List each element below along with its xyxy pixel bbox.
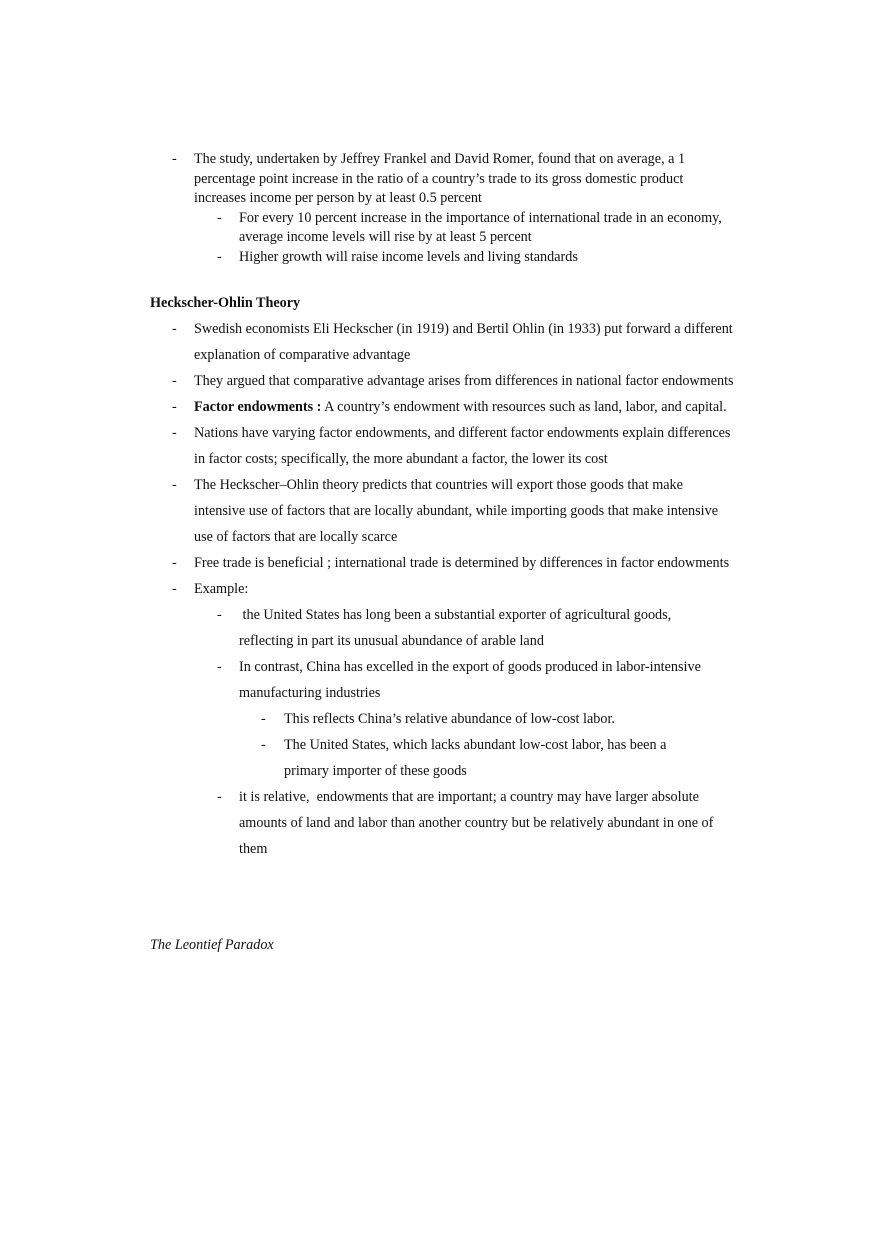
list-item	[0, 654, 880, 706]
list-item	[0, 576, 880, 602]
list-item-text: Example:	[194, 581, 249, 597]
bullet-dash: -	[172, 321, 177, 337]
list-item-text: Swedish economists Eli Heckscher (in 1919) and Bertil Ohlin (in 1933) put forward a different explanation of comparative advantage	[194, 321, 733, 363]
list-item	[0, 784, 880, 862]
theory-bullet-list	[0, 316, 880, 862]
bullet-dash: -	[172, 555, 177, 571]
bullet-dash: -	[172, 373, 177, 389]
list-item-text: The United States, which lacks abundant low-cost labor, has been a primary importer of these goods	[284, 737, 667, 779]
list-item-text: Free trade is beneficial ; international trade is determined by differences in factor endowments	[194, 555, 730, 571]
list-item	[0, 150, 880, 209]
list-item	[0, 472, 880, 550]
list-item-text: For every 10 percent increase in the importance of international trade in an economy, average income levels will rise by at least 5 percent	[239, 209, 722, 245]
bullet-dash: -	[261, 711, 266, 727]
list-item-text: This reflects China’s relative abundance of low-cost labor.	[284, 711, 615, 727]
list-item-text: the United States has long been a substantial exporter of agricultural goods, reflecting in part its unusual abundance of arable land	[239, 607, 675, 649]
list-item-text	[194, 394, 734, 420]
list-item	[0, 550, 880, 576]
intro-bullet-list	[0, 150, 880, 267]
term-definition: A country’s endowment with resources such as land, labor, and capital.	[321, 399, 727, 415]
list-item	[0, 368, 880, 394]
list-item	[0, 706, 880, 732]
bullet-dash: -	[172, 425, 177, 441]
list-item-text: The Heckscher–Ohlin theory predicts that countries will export those goods that make intensive use of factors that are locally abundant, while importing goods that make intensive use of factors that are locally scarce	[194, 477, 719, 545]
bullet-dash: -	[172, 581, 177, 597]
bullet-dash: -	[172, 477, 177, 493]
bullet-dash: -	[217, 209, 222, 226]
list-item-text: The study, undertaken by Jeffrey Frankel and David Romer, found that on average, a 1 percentage point increase in the ratio of a country’s trade to its gross domestic product increases income per person by at least 0.5 percent	[194, 151, 686, 206]
list-item-text: Higher growth will raise income levels and living standards	[239, 248, 578, 265]
list-item	[0, 209, 880, 248]
list-item-text: it is relative, endowments that are important; a country may have larger absolute amounts of land and labor than another country but be relatively abundant in one of them	[239, 789, 717, 857]
bullet-dash: -	[217, 789, 222, 805]
bullet-dash: -	[261, 737, 266, 753]
bullet-dash: -	[217, 607, 222, 623]
term-bold: Factor endowments :	[194, 399, 322, 415]
list-item	[0, 732, 880, 784]
bullet-dash: -	[172, 399, 177, 415]
next-section-heading: The Leontief Paradox	[150, 937, 274, 953]
section-heading: Heckscher-Ohlin Theory	[150, 295, 301, 311]
bullet-dash: -	[172, 151, 177, 167]
list-item	[0, 602, 880, 654]
bullet-dash: -	[217, 248, 222, 265]
list-item	[0, 420, 880, 472]
list-item	[0, 394, 880, 420]
list-item-text: Nations have varying factor endowments, and different factor endowments explain differences in factor costs; specifically, the more abundant a factor, the lower its cost	[194, 425, 731, 467]
list-item-text: They argued that comparative advantage arises from differences in national factor endowments	[194, 373, 734, 389]
bullet-dash: -	[217, 659, 222, 675]
list-item	[0, 248, 880, 268]
list-item	[0, 316, 880, 368]
list-item-text: In contrast, China has excelled in the export of goods produced in labor-intensive manufacturing industries	[239, 659, 701, 701]
